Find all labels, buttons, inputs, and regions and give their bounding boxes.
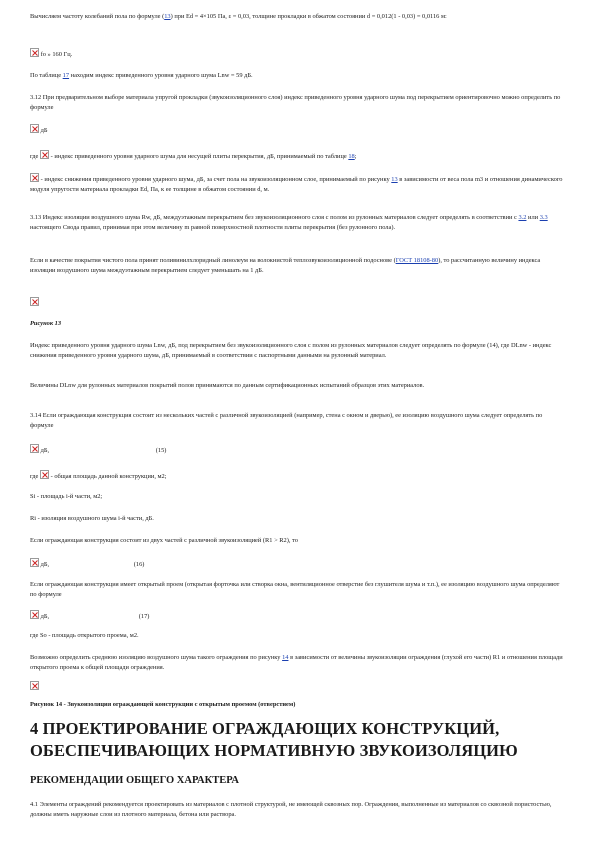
section-ref-3-2-link[interactable]: 3.2: [518, 214, 527, 221]
broken-image-icon: [40, 470, 49, 479]
table-ref-18-link[interactable]: 18: [348, 153, 355, 160]
paragraph-4-1: 4.1 Элементы ограждений рекомендуется проектировать из материалов с плотной структурой, не имеющей сквозных пор. Ограждения, выполненные из материалов со сквозной пористостью, должны иметь наружные слои из плотного материала, бетона или раствора.: [30, 801, 552, 819]
paragraph-3-13: 3.13 Индекс изоляции воздушного шума Rw, дБ, междуэтажным перекрытием без звукоизоляционного слоя с полом из рулонных материалов следует определять в соответствии с 3.2 или 3.3 настоящего Свода правил, принимая при этом величину m равной поверхностной плотности плиты перекрытия (без рулонного пола).: [30, 214, 548, 232]
equation-number-15: (15): [155, 447, 167, 454]
broken-image-icon: [30, 558, 39, 567]
broken-image-icon: [30, 681, 39, 690]
paragraph-figure-14-ref: Возможно определить среднюю изоляцию воздушного шума такого ограждения по рисунку 14 в зависимости от величины звукоизоляции ограждения (глухой его части) R1 и отношения площади открытого проема к общей площади ограждения.: [30, 654, 563, 672]
table-ref-17-link[interactable]: 17: [62, 72, 70, 79]
paragraph-so: где So - площадь открытого проема, м2.: [30, 632, 139, 639]
figure-ref-14-link[interactable]: 14: [282, 654, 289, 661]
paragraph-frequency-calc: Вычисляем частоту колебаний пола по формуле (13) при Ed = 4×105 Па, ε = 0,03, толщине прокладки в обжатом состоянии d = 0,012(1 - 0,03) = 0,0116 м:: [30, 13, 447, 20]
formula-line-fo: fo » 160 Гц.: [30, 48, 565, 60]
paragraph-linoleum: Если в качестве покрытия чистого пола принят поливинилхлоридный линолеум на волокнистой теплозвукоизоляционной подоснове (ГОСТ 18108-80), то рассчитанную величину индекса изоляции воздушного шума междуэтажным перекрытием следует уменьшать на 1 дБ.: [30, 257, 541, 275]
figure-14-caption: Рисунок 14 - Звукоизоляция ограждающей конструкции с открытым проемом (отверстием): [30, 701, 296, 708]
broken-image-icon: [40, 150, 49, 159]
equation-number-16: (16): [133, 561, 145, 568]
broken-image-icon: [30, 173, 39, 182]
broken-image-icon: [30, 610, 39, 619]
subsection-heading: РЕКОМЕНДАЦИИ ОБЩЕГО ХАРАКТЕРА: [30, 775, 239, 786]
broken-image-icon: [30, 48, 39, 57]
formula-16: дБ, (16): [30, 558, 565, 570]
paragraph-table-17: По таблице 17 находим индекс приведенного уровня ударного шума Lnw = 59 дБ.: [30, 72, 253, 79]
broken-image-icon: [30, 297, 39, 306]
broken-image-icon: [30, 124, 39, 133]
paragraph-3-12: 3.12 При предварительном выборе материала упругой прокладки (звукоизоляционного слоя) индекс приведенного уровня ударного шума под перекрытием ориентировочно можно определить по формуле: [30, 94, 561, 112]
figure-13-image: [30, 297, 565, 309]
section-ref-3-3-link[interactable]: 3.3: [539, 214, 548, 221]
figure-14-image: [30, 681, 565, 693]
paragraph-lnw-rolled: Индекс приведенного уровня ударного шума Lnw, дБ, под перекрытием без звукоизоляционного слоя с полом из рулонных материалов следует определять по формуле (14), где DLnw - индекс снижения приведенного уровня ударного шума, дБ, принимаемый в соответствии с паспортными данными на рулонный материал.: [30, 342, 552, 360]
paragraph-3-14: 3.14 Если ограждающая конструкция состоит из нескольких частей с различной звукоизоляцией (например, стена с окном и дверью), ее изоляцию воздушного шума следует определять по формуле: [30, 412, 543, 430]
formula-15: дБ, (15): [30, 444, 565, 456]
paragraph-si: Si - площадь i-й части, м2;: [30, 493, 103, 500]
formula-line-lnw: дБ: [30, 124, 565, 136]
broken-image-icon: [30, 444, 39, 453]
paragraph-dlnw-values: Величины DLnw для рулонных материалов покрытий полов принимаются по данным сертификационных испытаний образцов этих материалов.: [30, 382, 425, 389]
gost-18108-80-link[interactable]: ГОСТ 18108-80: [395, 257, 439, 264]
formula-17: дБ, (17): [30, 610, 565, 622]
equation-number-17: (17): [138, 613, 150, 620]
figure-13-caption: Рисунок 13: [30, 320, 62, 327]
formula-ref-13-link[interactable]: 13: [164, 13, 171, 20]
paragraph-open-opening: Если ограждающая конструкция имеет открытый проем (открытая форточка или створка окна, вентиляционное отверстие без глушителя шума и т.п.), ее изоляцию воздушного шума определяют по формуле: [30, 581, 560, 599]
paragraph-delta-lnw: - индекс снижения приведенного уровня ударного шума, дБ, за счет пола на звукоизоляционном слое, принимаемый по рисунку 13 в зависимости от веса пола m3 и отношения динамического модуля упругости материала прокладки Ed, Па, к ее толщине в обжатом состоянии d, м.: [30, 173, 565, 196]
paragraph-where-total-area: где - общая площадь данной конструкции, м2;: [30, 470, 565, 482]
paragraph-two-parts: Если ограждающая конструкция состоит из двух частей с различной звукоизоляцией (R1 > R2), то: [30, 537, 298, 544]
section-heading-4: 4 ПРОЕКТИРОВАНИЕ ОГРАЖДАЮЩИХ КОНСТРУКЦИЙ, ОБЕСПЕЧИВАЮЩИХ НОРМАТИВНУЮ ЗВУКОИЗОЛЯЦИЮ: [30, 719, 518, 761]
paragraph-ri: Ri - изоляция воздушного шума i-й части, дБ.: [30, 515, 154, 522]
figure-ref-13-link[interactable]: 13: [391, 176, 398, 183]
paragraph-where-lnw0: где - индекс приведенного уровня ударного шума для несущей плиты перекрытия, дБ, принимаемый по таблице 18;: [30, 150, 565, 162]
